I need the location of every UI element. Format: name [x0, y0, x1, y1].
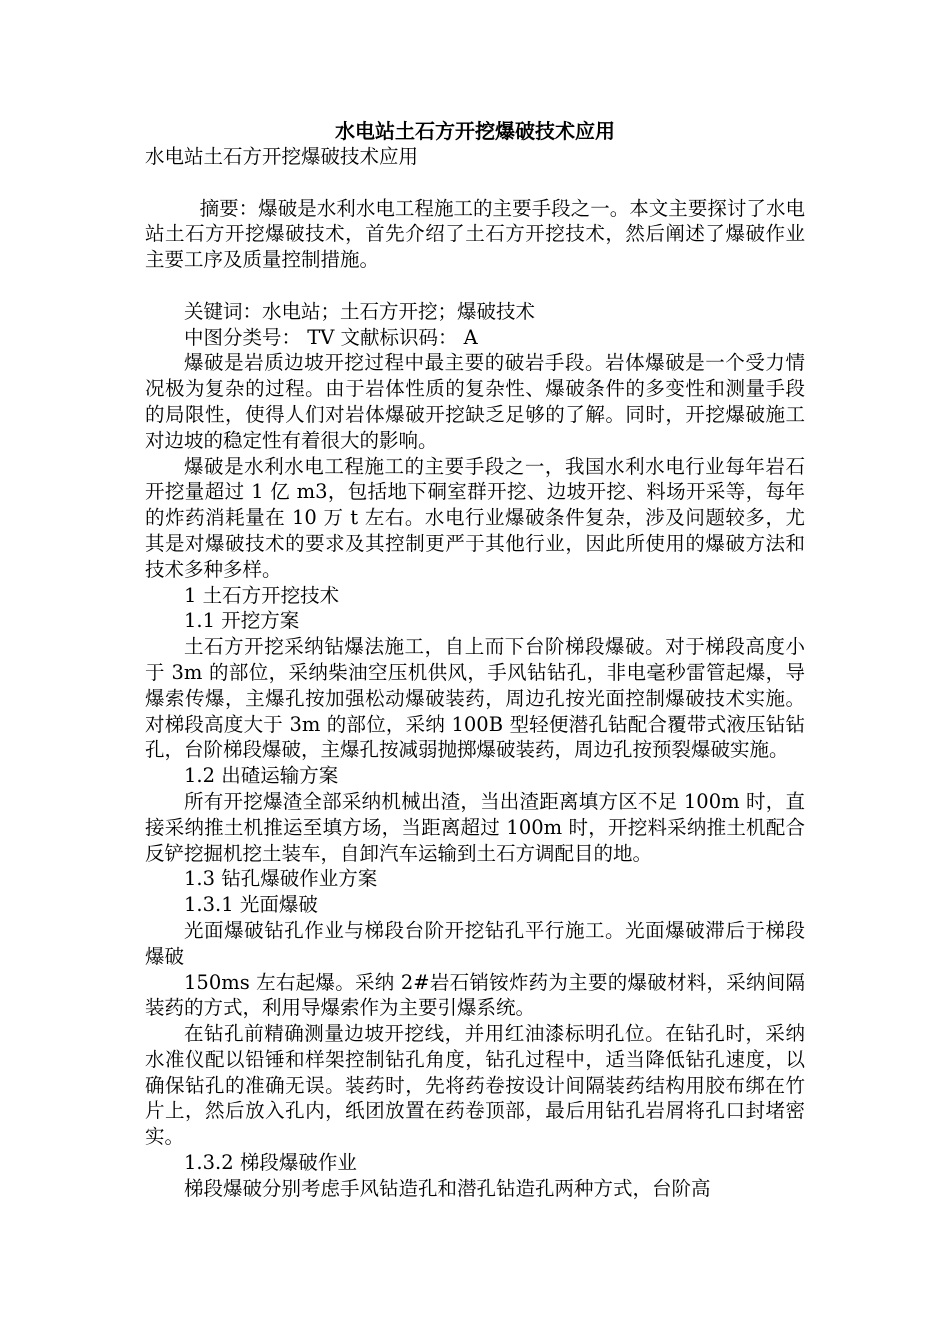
subsection-heading: 1.1 开挖方案 [184, 609, 300, 633]
subsubsection-heading: 1.3.2 梯段爆破作业 [184, 1151, 357, 1175]
spacer [145, 170, 805, 196]
document-subtitle: 水电站土石方开挖爆破技术应用 [145, 145, 419, 168]
body-paragraph: 土石方开挖采纳钻爆法施工，自上而下台阶梯段爆破。对于梯段高度小于 3m 的部位，采纳柴油空压机供风，手风钻钻孔，非电毫秒雷管起爆，导爆索传爆，主爆孔按加强松动爆破装药，周边孔按光面控制爆破技术实施。对梯段高度大于 3m 的部位，采纳 100B 型轻便潜孔钻配合覆带式液压钻钻孔，台阶梯段爆破，主爆孔按减弱抛掷爆破装药，周边孔按预裂爆破实施。 [145, 635, 805, 762]
body-paragraph: 光面爆破钻孔作业与梯段台阶开挖钻孔平行施工。光面爆破滞后于梯段爆破 [145, 918, 805, 968]
body-paragraph: 在钻孔前精确测量边坡开挖线，并用红油漆标明孔位。在钻孔时，采纳水准仪配以铅锤和样架控制钻孔角度，钻孔过程中，适当降低钻孔速度，以确保钻孔的准确无误。装药时，先将药卷按设计间隔装药结构用胶布绑在竹片上，然后放入孔内，纸团放置在药卷顶部，最后用钻孔岩屑将孔口封堵密实。 [145, 1022, 805, 1149]
section-heading: 1 土石方开挖技术 [184, 583, 340, 607]
classification-line: 中图分类号： TV 文献标识码： A [184, 325, 478, 349]
document-page [145, 118, 805, 1202]
body-paragraph: 爆破是岩质边坡开挖过程中最主要的破岩手段。岩体爆破是一个受力情况极为复杂的过程。由于岩体性质的复杂性、爆破条件的多变性和测量手段的局限性，使得人们对岩体爆破开挖缺乏足够的了解。同时，开挖爆破施工对边坡的稳定性有着很大的影响。 [145, 351, 805, 452]
spacer [145, 273, 805, 299]
keywords-line: 关键词：水电站；土石方开挖；爆破技术 [184, 299, 536, 323]
body-paragraph: 所有开挖爆渣全部采纳机械出渣，当出渣距离填方区不足 100m 时，直接采纳推土机推运至填方场，当距离超过 100m 时，开挖料采纳推土机配合反铲挖掘机挖土装车，自卸汽车运输到土石方调配目的地。 [145, 789, 805, 865]
abstract-paragraph: 摘要：爆破是水利水电工程施工的主要手段之一。本文主要探讨了水电站土石方开挖爆破技术，首先介绍了土石方开挖技术，然后阐述了爆破作业主要工序及质量控制措施。 [145, 196, 805, 272]
subsection-heading: 1.2 出碴运输方案 [184, 764, 339, 788]
body-paragraph: 梯段爆破分别考虑手风钻造孔和潜孔钻造孔两种方式，台阶高 [184, 1176, 711, 1200]
subsubsection-heading: 1.3.1 光面爆破 [184, 893, 318, 917]
subsection-heading: 1.3 钻孔爆破作业方案 [184, 867, 378, 891]
body-paragraph: 爆破是水利水电工程施工的主要手段之一，我国水利水电行业每年岩石开挖量超过 1 亿 m3，包括地下硐室群开挖、边坡开挖、料场开采等，每年的炸药消耗量在 10 万 t 左右。水电行业爆破条件复杂，涉及问题较多，尤其是对爆破技术的要求及其控制更严于其他行业，因此所使用的爆破方法和技术多种多样。 [145, 454, 805, 581]
document-title: 水电站土石方开挖爆破技术应用 [335, 119, 615, 143]
body-paragraph: 150ms 左右起爆。采纳 2#岩石销铵炸药为主要的爆破材料，采纳间隔装药的方式，利用导爆索作为主要引爆系统。 [145, 970, 805, 1020]
